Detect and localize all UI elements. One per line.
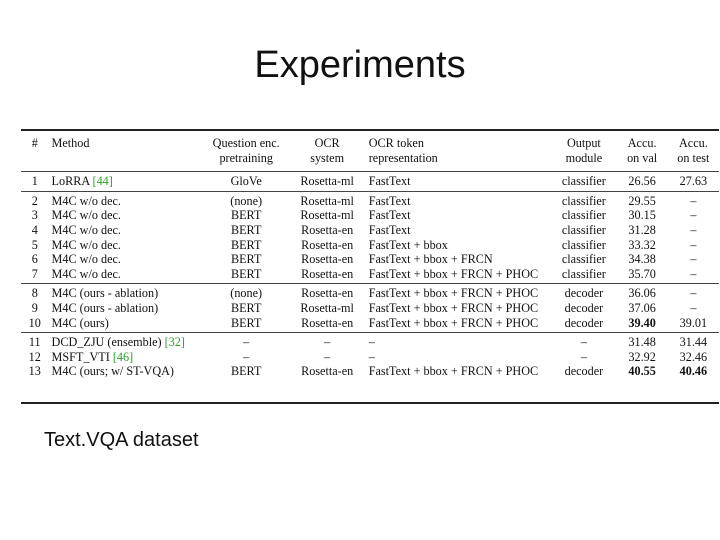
cell-test: 32.46 bbox=[679, 349, 708, 364]
cell-test: – bbox=[690, 286, 697, 301]
cell-out: classifier bbox=[561, 266, 606, 281]
cell-qenc: BERT bbox=[230, 300, 262, 315]
cell-rep: – bbox=[368, 349, 375, 364]
cell-test: – bbox=[690, 222, 697, 237]
cell-rep: FastText + bbox + FRCN + PHOC bbox=[368, 364, 539, 379]
cell-qenc: BERT bbox=[230, 252, 262, 267]
cell-num: 12 bbox=[28, 349, 41, 364]
cell-test: – bbox=[690, 193, 697, 208]
table-row bbox=[21, 267, 719, 284]
cell-val: 31.48 bbox=[628, 335, 656, 350]
cell-val: 30.15 bbox=[628, 208, 656, 223]
cell-rep: FastText bbox=[368, 222, 411, 237]
table-row bbox=[21, 333, 719, 350]
citation-link[interactable]: [46] bbox=[112, 349, 134, 364]
cell-ocr: Rosetta-ml bbox=[300, 174, 354, 189]
table-header bbox=[21, 131, 719, 172]
cell-ocr: Rosetta-en bbox=[301, 315, 354, 330]
cell-val: 39.40 bbox=[628, 315, 656, 330]
cell-out: decoder bbox=[564, 315, 604, 330]
cell-method bbox=[49, 267, 204, 284]
cell-qenc: (none) bbox=[230, 193, 263, 208]
cell-qenc: – bbox=[243, 349, 250, 364]
cell-num: 3 bbox=[31, 208, 38, 223]
cell-val: 35.70 bbox=[628, 266, 656, 281]
header-test-line2: on test bbox=[677, 150, 710, 165]
cell-ocr: Rosetta-en bbox=[301, 222, 354, 237]
header-ocr-line2: system bbox=[310, 150, 345, 165]
cell-test: – bbox=[690, 252, 697, 267]
header-rep-line1: OCR token bbox=[368, 136, 424, 150]
cell-ocr: Rosetta-ml bbox=[300, 208, 354, 223]
cell-rep: FastText bbox=[368, 208, 411, 223]
header-question-encoder bbox=[204, 131, 289, 172]
header-token-representation bbox=[366, 131, 552, 172]
results-table-container bbox=[21, 129, 719, 404]
cell-num: 6 bbox=[31, 252, 38, 267]
method-name: M4C (ours; w/ ST-VQA) bbox=[51, 364, 174, 379]
cell-out: classifier bbox=[561, 237, 606, 252]
cell-qenc: BERT bbox=[230, 222, 262, 237]
cell-val: 36.06 bbox=[628, 286, 656, 301]
cell-method bbox=[49, 208, 204, 223]
cell-method bbox=[49, 172, 204, 192]
cell-rep: FastText bbox=[368, 193, 411, 208]
cell-num: 4 bbox=[31, 222, 38, 237]
method-name: M4C w/o dec. bbox=[51, 237, 121, 252]
cell-qenc: BERT bbox=[230, 208, 262, 223]
cell-method bbox=[49, 223, 204, 238]
cell-out: decoder bbox=[564, 286, 604, 301]
cell-out: – bbox=[580, 349, 587, 364]
method-name: LoRRA bbox=[51, 174, 90, 189]
header-qenc-line1: Question enc. bbox=[212, 136, 280, 150]
method-name: M4C w/o dec. bbox=[51, 252, 121, 267]
citation-link[interactable]: [32] bbox=[164, 335, 185, 350]
cell-method bbox=[49, 238, 204, 253]
cell-test: – bbox=[690, 266, 697, 281]
cell-qenc: GloVe bbox=[230, 174, 262, 189]
cell-out: classifier bbox=[561, 222, 606, 237]
cell-qenc: BERT bbox=[230, 315, 262, 330]
slide-title: Experiments bbox=[254, 44, 466, 86]
table-row bbox=[21, 208, 719, 223]
table-row bbox=[21, 238, 719, 253]
cell-qenc: BERT bbox=[230, 237, 262, 252]
header-ocr-system bbox=[289, 131, 366, 172]
cell-num: 9 bbox=[31, 300, 38, 315]
method-name: DCD_ZJU (ensemble) bbox=[51, 335, 162, 350]
cell-test: 27.63 bbox=[679, 174, 708, 189]
cell-rep: FastText + bbox + FRCN bbox=[368, 252, 493, 267]
header-output-module bbox=[551, 131, 616, 172]
cell-ocr: Rosetta-en bbox=[301, 286, 354, 301]
header-accuracy-test bbox=[668, 131, 719, 172]
cell-ocr: Rosetta-en bbox=[301, 364, 354, 379]
cell-ocr: Rosetta-ml bbox=[300, 193, 354, 208]
cell-val: 34.38 bbox=[628, 252, 656, 267]
header-val-line1: Accu. bbox=[627, 136, 657, 150]
cell-qenc: (none) bbox=[230, 286, 263, 301]
cell-val: 37.06 bbox=[628, 300, 656, 315]
cell-rep: FastText + bbox bbox=[368, 237, 448, 252]
table-row bbox=[21, 284, 719, 301]
cell-test: 40.46 bbox=[679, 364, 708, 379]
cell-num: 5 bbox=[31, 237, 38, 252]
cell-ocr: Rosetta-en bbox=[301, 252, 354, 267]
cell-ocr: – bbox=[324, 335, 331, 350]
method-name: M4C w/o dec. bbox=[51, 208, 121, 223]
header-out-line1: Output bbox=[566, 136, 601, 150]
table-row-group bbox=[21, 191, 719, 284]
cell-method bbox=[49, 191, 204, 208]
cell-out: decoder bbox=[564, 364, 604, 379]
cell-rep: FastText + bbox + FRCN + PHOC bbox=[368, 315, 539, 330]
header-num: # bbox=[31, 136, 38, 150]
cell-method bbox=[49, 301, 204, 316]
cell-num: 7 bbox=[31, 266, 38, 281]
cell-num: 13 bbox=[28, 364, 41, 379]
header-rep-line2: representation bbox=[368, 150, 438, 165]
cell-out: classifier bbox=[561, 193, 606, 208]
cell-num: 11 bbox=[28, 335, 41, 350]
cell-rep: FastText + bbox + FRCN + PHOC bbox=[368, 286, 539, 301]
cell-out: classifier bbox=[561, 208, 606, 223]
cell-out: decoder bbox=[564, 300, 604, 315]
table-row bbox=[21, 316, 719, 333]
table-row bbox=[21, 191, 719, 208]
table-row bbox=[21, 172, 719, 192]
table-row-group bbox=[21, 284, 719, 333]
header-accuracy-val bbox=[617, 131, 668, 172]
table-row bbox=[21, 252, 719, 267]
cell-qenc: BERT bbox=[230, 364, 262, 379]
header-ocr-line1: OCR bbox=[314, 136, 340, 150]
cell-num: 2 bbox=[31, 193, 38, 208]
cell-method bbox=[49, 350, 204, 365]
cell-out: – bbox=[580, 335, 587, 350]
cell-ocr: – bbox=[324, 349, 331, 364]
method-name: M4C (ours - ablation) bbox=[51, 300, 159, 315]
method-name: M4C w/o dec. bbox=[51, 222, 121, 237]
cell-test: – bbox=[690, 208, 697, 223]
cell-out: classifier bbox=[561, 174, 606, 189]
header-test-line1: Accu. bbox=[678, 136, 708, 150]
cell-rep: FastText bbox=[368, 174, 411, 189]
cell-rep: – bbox=[368, 335, 375, 350]
cell-qenc: BERT bbox=[230, 266, 262, 281]
header-qenc-line2: pretraining bbox=[219, 150, 273, 165]
cell-num: 10 bbox=[28, 315, 41, 330]
cell-qenc: – bbox=[243, 335, 250, 350]
table-row bbox=[21, 364, 719, 381]
cell-method bbox=[49, 364, 204, 381]
cell-test: 31.44 bbox=[679, 335, 708, 350]
slide-caption: Text.VQA dataset bbox=[44, 429, 199, 451]
header-method: Method bbox=[51, 136, 90, 150]
method-name: M4C w/o dec. bbox=[51, 193, 121, 208]
cell-out: classifier bbox=[561, 252, 606, 267]
cell-val: 29.55 bbox=[628, 193, 656, 208]
cell-num: 1 bbox=[31, 174, 38, 189]
cell-test: – bbox=[690, 300, 697, 315]
header-row bbox=[21, 131, 719, 172]
cell-rep: FastText + bbox + FRCN + PHOC bbox=[368, 300, 539, 315]
cell-val: 26.56 bbox=[628, 174, 656, 189]
table-row-group bbox=[21, 172, 719, 192]
citation-link[interactable]: [44] bbox=[92, 174, 113, 189]
header-out-line2: module bbox=[565, 150, 603, 165]
cell-rep: FastText + bbox + FRCN + PHOC bbox=[368, 266, 539, 281]
cell-method bbox=[49, 333, 204, 350]
cell-val: 31.28 bbox=[628, 222, 656, 237]
cell-val: 33.32 bbox=[628, 237, 656, 252]
header-val-line2: on val bbox=[627, 150, 658, 165]
cell-method bbox=[49, 252, 204, 267]
cell-method bbox=[49, 284, 204, 301]
results-table bbox=[21, 131, 719, 381]
method-name: M4C w/o dec. bbox=[51, 266, 121, 281]
method-name: MSFT_VTI bbox=[51, 349, 110, 364]
method-name: M4C (ours) bbox=[51, 315, 109, 330]
cell-val: 32.92 bbox=[628, 349, 656, 364]
method-name: M4C (ours - ablation) bbox=[51, 286, 159, 301]
cell-val: 40.55 bbox=[628, 364, 656, 379]
cell-ocr: Rosetta-en bbox=[301, 237, 354, 252]
table-row-group bbox=[21, 333, 719, 381]
cell-test: 39.01 bbox=[679, 315, 708, 330]
table-row bbox=[21, 223, 719, 238]
cell-ocr: Rosetta-ml bbox=[300, 300, 354, 315]
table-row bbox=[21, 301, 719, 316]
cell-method bbox=[49, 316, 204, 333]
cell-ocr: Rosetta-en bbox=[301, 266, 354, 281]
table-row bbox=[21, 350, 719, 365]
cell-num: 8 bbox=[31, 286, 38, 301]
cell-test: – bbox=[690, 237, 697, 252]
